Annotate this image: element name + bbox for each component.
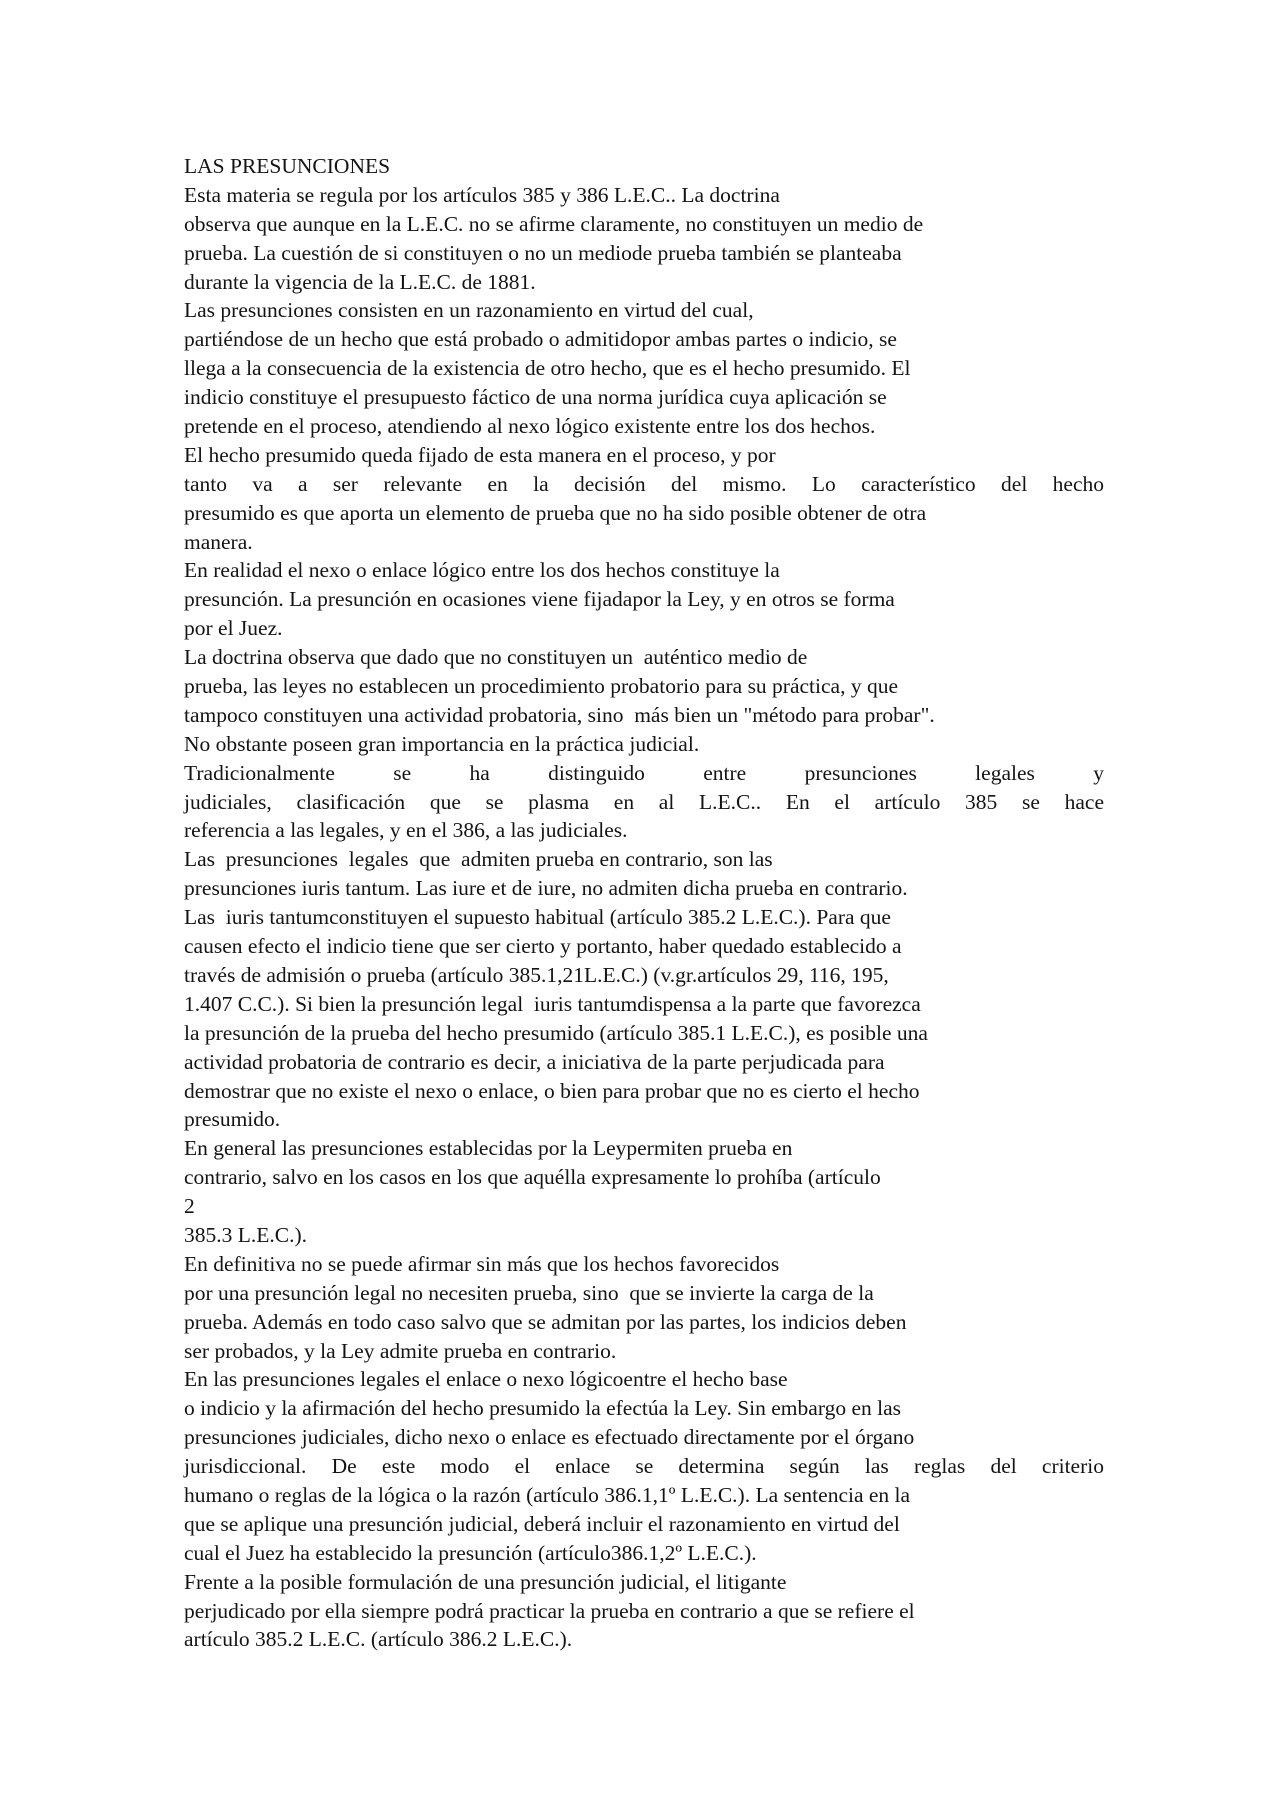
text-line: artículo 385.2 L.E.C. (artículo 386.2 L.E.C.).	[184, 1627, 573, 1652]
text-line: demostrar que no existe el nexo o enlace, o bien para probar que no es cierto el hecho	[184, 1078, 920, 1103]
text-line: prueba. La cuestión de si constituyen o no un mediode prueba también se planteaba	[184, 240, 902, 265]
text-line: Las presunciones legales que admiten prueba en contrario, son las	[184, 847, 773, 872]
text-line: manera.	[184, 529, 253, 554]
text-line: Esta materia se regula por los artículos 385 y 386 L.E.C.. La doctrina	[184, 182, 780, 207]
text-line: presunción. La presunción en ocasiones viene fijadapor la Ley, y en otros se forma	[184, 587, 895, 612]
text-line: o indicio y la afirmación del hecho presumido la efectúa la Ley. Sin embargo en las	[184, 1396, 902, 1421]
text-line: 1.407 C.C.). Si bien la presunción legal iuris tantumdispensa a la parte que favorezca	[184, 991, 921, 1016]
text-line: ser probados, y la Ley admite prueba en contrario.	[184, 1338, 617, 1363]
text-line: observa que aunque en la L.E.C. no se afirme claramente, no constituyen un medio de	[184, 211, 924, 236]
text-line: Las iuris tantumconstituyen el supuesto habitual (artículo 385.2 L.E.C.). Para que	[184, 905, 891, 930]
text-line: través de admisión o prueba (artículo 385.1,21L.E.C.) (v.gr.artículos 29, 116, 195,	[184, 962, 889, 987]
text-line: cual el Juez ha establecido la presunción (artículo386.1,2º L.E.C.).	[184, 1540, 757, 1565]
text-line: En definitiva no se puede afirmar sin más que los hechos favorecidos	[184, 1251, 780, 1276]
text-line: prueba, las leyes no establecen un procedimiento probatorio para su práctica, y que	[184, 674, 899, 699]
document-title: LAS PRESUNCIONES	[184, 154, 391, 178]
text-line: En realidad el nexo o enlace lógico entre los dos hechos constituye la	[184, 558, 780, 583]
text-line: tanto va a ser relevante en la decisión del mismo. Lo característico del hecho	[184, 471, 1104, 496]
text-line: por una presunción legal no necesiten prueba, sino que se invierte la carga de la	[184, 1280, 874, 1305]
text-line: por el Juez.	[184, 616, 283, 641]
text-line: que se aplique una presunción judicial, deberá incluir el razonamiento en virtud del	[184, 1511, 900, 1536]
text-line: humano o reglas de la lógica o la razón (artículo 386.1,1º L.E.C.). La sentencia en la	[184, 1482, 911, 1507]
text-line: llega a la consecuencia de la existencia de otro hecho, que es el hecho presumido. El	[184, 356, 911, 381]
text-line: perjudicado por ella siempre podrá practicar la prueba en contrario a que se refiere el	[184, 1598, 915, 1623]
text-line: referencia a las legales, y en el 386, a las judiciales.	[184, 818, 628, 843]
text-line: En general las presunciones establecidas por la Leypermiten prueba en	[184, 1136, 793, 1161]
text-line: Tradicionalmente se ha distinguido entre presunciones legales y	[184, 760, 1104, 785]
text-line: actividad probatoria de contrario es decir, a iniciativa de la parte perjudicada para	[184, 1049, 885, 1074]
text-line: pretende en el proceso, atendiendo al nexo lógico existente entre los dos hechos.	[184, 414, 876, 439]
text-line: 385.3 L.E.C.).	[184, 1222, 308, 1247]
text-line: causen efecto el indicio tiene que ser cierto y portanto, haber quedado establecido a	[184, 934, 902, 959]
text-line: 2	[184, 1194, 195, 1219]
text-line: durante la vigencia de la L.E.C. de 1881.	[184, 269, 536, 294]
text-line: contrario, salvo en los casos en los que aquélla expresamente lo prohíba (artículo	[184, 1165, 881, 1190]
text-line: No obstante poseen gran importancia en la práctica judicial.	[184, 731, 700, 756]
text-line: prueba. Además en todo caso salvo que se admitan por las partes, los indicios deben	[184, 1309, 907, 1334]
text-line: Las presunciones consisten en un razonamiento en virtud del cual,	[184, 298, 754, 323]
text-line: partiéndose de un hecho que está probado o admitidopor ambas partes o indicio, se	[184, 327, 897, 352]
text-line: presumido.	[184, 1107, 281, 1132]
text-line: presunciones judiciales, dicho nexo o enlace es efectuado directamente por el órgano	[184, 1425, 915, 1450]
text-line: judiciales, clasificación que se plasma en al L.E.C.. En el artículo 385 se hace	[184, 789, 1104, 814]
text-line: tampoco constituyen una actividad probatoria, sino más bien un "método para probar".	[184, 702, 935, 727]
text-line: En las presunciones legales el enlace o nexo lógicoentre el hecho base	[184, 1367, 788, 1392]
text-line: Frente a la posible formulación de una presunción judicial, el litigante	[184, 1569, 787, 1594]
text-line: indicio constituye el presupuesto fáctico de una norma jurídica cuya aplicación se	[184, 385, 887, 410]
text-line: presumido es que aporta un elemento de prueba que no ha sido posible obtener de otra	[184, 500, 927, 525]
text-line: La doctrina observa que dado que no constituyen un auténtico medio de	[184, 645, 808, 670]
text-line: la presunción de la prueba del hecho presumido (artículo 385.1 L.E.C.), es posible una	[184, 1020, 928, 1045]
text-line: El hecho presumido queda fijado de esta manera en el proceso, y por	[184, 442, 776, 467]
text-line: presunciones iuris tantum. Las iure et de iure, no admiten dicha prueba en contrario.	[184, 876, 908, 901]
document-body	[184, 152, 1104, 1654]
text-line: jurisdiccional. De este modo el enlace se determina según las reglas del criterio	[184, 1454, 1104, 1479]
